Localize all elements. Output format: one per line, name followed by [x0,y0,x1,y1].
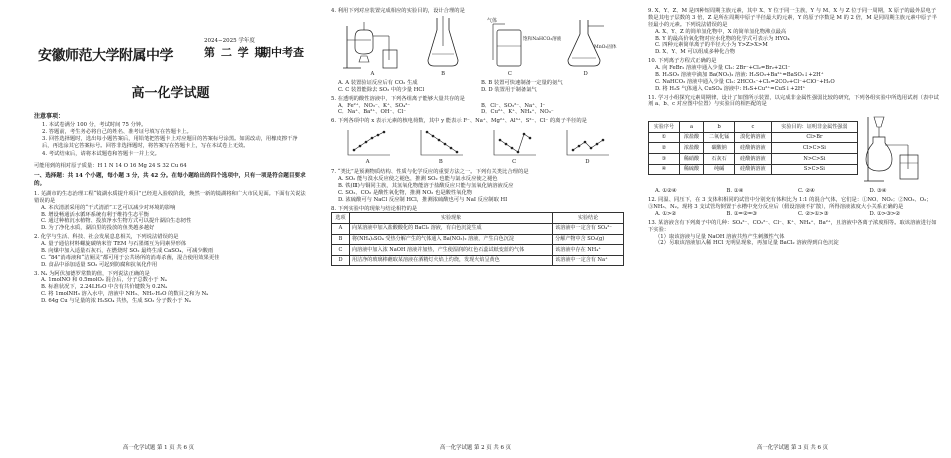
option-b: B. 增设畅通活水循环系统有利于维持生态平衡 [41,211,149,218]
figure-label: D [583,71,588,77]
table-cell: N>C>Si [771,154,857,165]
figure-label: C [512,159,517,166]
option-a: A. ①②④ [655,188,677,195]
table-cell: 该溶液中一定含有 SO₄²⁻ [553,223,624,234]
experiment-step: （2）另取该溶液加入稀 HCl 无明显现象，再加足量 BaCl₂ 溶液得到白色沉淀 [655,240,839,247]
option-c: C. NaHCO₃ 溶液中通入少量 Cl₂: 2HCO₃⁻+Cl₂=2CO₂+Cl⁻+ClO⁻+H₂O [655,78,835,85]
question-10 [648,58,941,92]
figure-label: D [585,159,590,166]
question-stem: 10. 下列离子方程式正确的是 [648,58,717,65]
graph-a-plot [344,128,392,158]
question-stem: 11. 学习小组探究元素周期律，设计了如图所示装置，以完成非金属性强弱比较的研究，下列各组实验中所选用试剂（表中试剂 a、b、c 对应图中位置）与实验目的相匹配的是 [648,94,939,108]
table-header: c [734,122,771,133]
apparatus-b [424,16,462,78]
table-cell: 分解产物中含 SO₃(g) [553,234,624,245]
apparatus-figures [331,18,624,78]
question-12 [648,197,941,218]
table-row [649,154,858,165]
table-header: 实验现象 [350,213,553,224]
table-cell: S>C>Si [771,164,857,175]
table-cell: 石灰石 [704,154,735,165]
question-stem: 8. 下列实验中的现象与结论相符的是 [331,205,418,212]
table-cell: C [332,245,350,256]
question-stem: 1. 芜湖市的生态治理工程“镜湖水质提升项目”已经进入验收阶段，焕然一新的镜湖将和广大市民见面。下面有关说法错误的是 [34,190,306,204]
academic-year: 2024−2025 学年度 [204,38,255,44]
graph-c-plot [490,128,538,158]
option-d: D. D 装置用于制备氯气 [481,86,537,93]
table-row [649,143,858,154]
exam-page-2 [317,0,634,458]
option-b: B. B 装置可快速制备一定量的氨气 [481,79,563,86]
table-cell: 碳酸钠 [704,143,735,154]
q11-table-and-apparatus [648,111,941,185]
option-b: B. Y 的最高价氧化物对应水化物的化学式可表示为 HYO₄ [655,35,790,42]
page-footer: 高一化学试题 第 1 页 共 6 页 [122,444,195,451]
option-grid [648,188,941,195]
option-a: A. SO₂ 能与溴水反应使之褪色，推测 SO₂ 也能与氯水反应使之褪色 [338,176,498,182]
apparatus-a [341,20,403,78]
table-cell: 用洁净的玻璃棒蘸取某溶液在酒精灯火焰上灼烧，发现火焰呈黄色 [350,255,553,266]
option-grid [648,211,941,218]
exam-page-1 [0,0,317,458]
table-cell: ① [649,132,680,143]
question-stem: 4. 利用下列对应装置完成相应的实验目的，设计合理的是 [331,8,465,14]
table-cell: 溴化钠溶液 [734,132,771,143]
option-c: C. “84”消毒液和“洁厕灵”都可用于公共场所的消毒杀菌，混合使用效果更佳 [41,254,220,261]
option-grid [331,80,624,94]
apparatus-a-drawing [341,20,403,70]
question-stem: 2. 化学与生活、科技、社会发展息息相关，下列说法错误的是 [34,234,179,241]
question-stem: 5. 在透明的酸性溶液中，下列各组离子能够大量共存的是 [331,95,465,102]
exam-name: 期中考查 [260,46,304,59]
atomic-masses: 可能用到的相对原子质量：H 1 N 14 O 16 Mg 24 S 32 Cu 64 [34,162,187,169]
option-a: A. 本次清淤采用的“干式清淤”工艺可以减少对环境的影响 [41,204,176,211]
graph-b-plot [417,128,465,158]
question-2 [34,234,307,268]
table-cell: 该溶液中一定含有 Na⁺ [553,255,624,266]
table-cell: 该溶液中存在 NH₄⁺ [553,245,624,256]
graph-d-plot [563,128,611,158]
section-heading: 一、选择题：共 14 个小题，每小题 3 分，共 42 分。在每小题给出的四个选项中，只有一项是符合题目要求的。 [34,173,306,187]
table-header: b [704,122,735,133]
page-footer: 高一化学试题 第 3 页 共 6 页 [756,444,829,451]
option-c: C．Na⁺、Ba²⁺、OH⁻、Cl⁻ [338,109,407,116]
option-d: D. 为了净化水质，湖泊里的投放的鱼类越多越好 [41,225,155,232]
option-b: B．Cl⁻、SO₃²⁻、Na⁺、I⁻ [481,102,546,109]
reagent-label: MnO₂固体 [593,45,617,50]
option-b: B. 铁(Ⅲ)与铜同主族，其氢氧化物能溶于盐酸反应只能与氢氧化钠溶液反应 [338,182,514,189]
table-cell: ④ [649,164,680,175]
option-b: B. ①④ [726,188,744,195]
table-cell: 硅酸钠溶液 [734,164,771,175]
apparatus-c [483,16,562,78]
question-stem: 9. X、Y、Z、M 是四种短周期主族元素，其中 X、Y 位于同一主族，Y 与 M、X 与 Z 位于同一周期，X 原子的最外层电子数是其电子层数的 3 倍，Z 是所在周期中原子半径最大的元素，Y 的原子序数是 M 的 2 倍，M 是同周期主族元素中原子半径最小的元素。下列说法错误的是 [648,8,937,28]
table-cell: 向某溶液中加入盐酸酸化的 BaCl₂ 溶液，有白色沉淀生成 [350,223,553,234]
option-a: A. 1molNO 和 0.5molO₂ 混合后，分子总数小于 Nₐ [41,277,167,284]
option-c: C. C 装置能除去 SO₂ 中的少量 HCl [338,86,425,93]
table-header-row [649,122,858,133]
question-stem: 6. 下列各项中的 x 表示元素的核电荷数，其中 y 能表示 F⁻、Na⁺、Mg²⁺、Al³⁺、S²⁻、Cl⁻ 的离子半径的是 [331,118,587,125]
apparatus-d [558,16,617,78]
notice-item: 3. 回答选择题时，选出每小题答案后，用铅笔把答题卡上对应题目的答案标号涂黑。如需改动，用橡皮擦干净后，再选涂其它答案标号。回答非选择题时，将答案写在答题卡上，写在本试卷上无效。 [42,136,298,150]
option-c: C. ②>①>③ [798,210,829,217]
experiment-step: （1）取该溶液与足量 NaOH 溶液共热产生刺激性气体 [655,233,785,240]
option-c: C. SO₂、CO₂ 是酸性氧化物，推测 NO₂ 也是酸性氧化物 [338,189,473,196]
table-cell: 将(NH₄)₂SO₄ 受热分解产生的气体通入 Ba(NO₃)₂ 溶液，产生白色沉淀 [350,234,553,245]
option-c: C. 将 1molNH₃ 溶入水中，溶液中 NH₃、NH₃·H₂O 的数目之和为 Nₐ [41,291,209,298]
paper-title: 高一化学试题 [131,86,210,101]
option-d: D. X、Y、M 可以组成多种化合物 [655,49,736,56]
option-d: D. ③④ [869,188,887,195]
notice-item: 1. 本试卷满分 100 分，考试时间 75 分钟。 [42,121,147,128]
table-header-row [332,213,624,224]
question-7 [331,169,624,203]
table-cell: 稀硝酸 [679,154,704,165]
option-b: B. 标准状况下，2.24LH₂O 中含有共价键数为 0.2Nₐ [41,284,168,291]
table-cell: 稀硫酸 [679,164,704,175]
question-11 [648,95,941,196]
graph-c [490,128,538,166]
school-name: 安徽师范大学附属中学 [38,48,173,64]
question-5 [331,96,624,117]
table-cell: 硅酸钠溶液 [734,154,771,165]
experiment-table [331,212,624,266]
table-cell: 向溶液中加入浓 NaOH 溶液并加热，产生使湿润的红色石蕊试纸变蓝的气体 [350,245,553,256]
notice-title: 注意事项： [34,112,65,120]
table-header: a [679,122,704,133]
table-cell: 硅酸钠溶液 [734,143,771,154]
table-cell: ② [649,143,680,154]
exam-page-3 [634,0,951,458]
option-a: A. 向 FeBr₂ 溶液中通入少量 Cl₂: 2Br⁻+Cl₂=Br₂+2Cl⁻ [655,65,791,71]
question-3 [34,271,307,305]
table-cell: 浓盐酸 [679,143,704,154]
graph-b [417,128,465,166]
option-d: D．Cu²⁺、K⁺、NH₄⁺、NO₃⁻ [481,109,554,116]
option-d: D. 将 H₂S 气体通入 CuSO₄ 溶液中: H₂S+Cu²⁺=CuS↓+2H⁺ [655,85,806,92]
question-6 [331,118,624,166]
term-label: 第 二 学 期 [204,46,267,59]
question-stem: 7. “类比”是预测物质结构、性质与化学反应的重要方法之一。下列有关类比合理的是 [331,169,529,176]
option-a: A. ①>② [655,210,677,217]
question-9 [648,8,941,56]
question-stem: 3. Nₐ 为阿伏加德罗常数的值，下列说法正确的是 [34,270,150,277]
table-row [649,132,858,143]
figure-label: B [438,159,443,166]
option-c: C. 四种元素简单离子的半径大小为 Y>Z>X>M [655,42,768,49]
graph-a [344,128,392,166]
question-8 [331,206,624,267]
option-b: B. 向煤中加入适量石灰石，在燃烧时 SO₂ 最终生成 CaSO₄，可减少酸雨 [41,247,214,254]
figure-label: A [365,159,370,166]
page-footer: 高一化学试题 第 2 页 共 6 页 [439,444,512,451]
option-b: B. ①=②=③ [726,210,757,217]
option-a: A. 量子通信材料螺旋碳纳米管 TEM 与石墨烯互为同素异形体 [41,241,187,248]
reagent-table [648,121,858,175]
graph-d [563,128,611,166]
exam-header [34,38,307,82]
option-c: C. 通过种植沉水植物、投放净水生物方式可以提升湖泊生态韧性 [41,218,192,225]
table-cell: 二氧化锰 [704,132,735,143]
question-13 [648,220,941,248]
option-d: D. 浓硫酸可与 NaCl 反应制 HCl，推测浓硫酸也可与 NaI 反应制取 HI [338,196,508,203]
option-a: A. X、Y、Z 的简单氢化物中，X 的简单氢化物沸点最高 [655,28,787,35]
table-row [332,234,624,245]
table-cell: B [332,234,350,245]
table-row [649,164,858,175]
reagent-label: 饱和NaHCO₃溶液 [522,37,562,42]
question-stem: 12. 同温、同压下，在 3 支体积相同的试管中分别充有体积比为 1:1 的混合气体，它们是：①NO、NO₂；②NO₂、O₂；③NH₃、N₂。现将 3 支试管均倒置于水槽中充分反应后（假设溶液不扩散），所得溶液浓度大小关系正确的是 [648,197,932,210]
option-d: D. 食品中添加适量 SO₂ 可起到防腐和抗氧化作用 [41,261,158,268]
apparatus-d-drawing [558,16,617,70]
gas-label: 气体 [486,18,497,24]
radius-graphs [331,128,624,166]
question-4 [331,8,624,94]
option-grid [331,103,624,117]
figure-label: B [441,71,446,77]
apparatus-c-drawing [483,16,562,70]
notice-block [34,113,307,158]
table-cell: D [332,255,350,266]
figure-label: C [507,71,512,77]
table-cell: Cl>Br [771,132,857,143]
table-cell: 浓盐酸 [679,132,704,143]
option-a: A. A 装置验证反应后有 CO₂ 生成 [338,79,418,86]
option-c: C. ②④ [798,188,815,195]
notice-item: 2. 答题前，考生务必将自己的姓名、准考证号填写在答题卡上。 [42,129,192,136]
table-cell: ③ [649,154,680,165]
question-1 [34,191,307,232]
question-stem: 13. 某溶液含有下列离子中的几种：SO₄²⁻、CO₃²⁻、Cl⁻、K⁺、NH₄⁺、Ba²⁺，且溶液中各离子浓度相等。取该溶液进行如下实验： [648,219,937,233]
option-b: B. H₂SO₃ 溶液中滴加 Ba(NO₃)₂ 溶液: H₂SO₃+Ba²⁺=BaSO₃↓+2H⁺ [655,71,824,78]
table-row [332,255,624,266]
table-header: 实验结论 [553,213,624,224]
table-row [332,245,624,256]
table-header: 选项 [332,213,350,224]
notice-item: 4. 考试结束后，请将本试题卷和答题卡一并上交。 [42,150,160,157]
option-d: D. 64g Cu 与足量的浓 H₂SO₄ 共热，生成 SO₂ 分子数小于 Nₐ [41,298,191,305]
table-header: 实验序号 [649,122,680,133]
apparatus-b-drawing [424,16,462,70]
table-cell: Cl>C>Si [771,143,857,154]
option-a: A．Fe²⁺、NO₃⁻、K⁺、SO₄²⁻ [338,102,411,109]
option-d: D. ①>③>② [869,210,901,217]
table-cell: A [332,223,350,234]
figure-label: A [370,71,375,77]
apparatus-q11 [862,111,928,185]
table-header: 实验目的：证明非金属性强弱 [771,122,857,133]
table-cell: 纯碱 [704,164,735,175]
table-row [332,223,624,234]
